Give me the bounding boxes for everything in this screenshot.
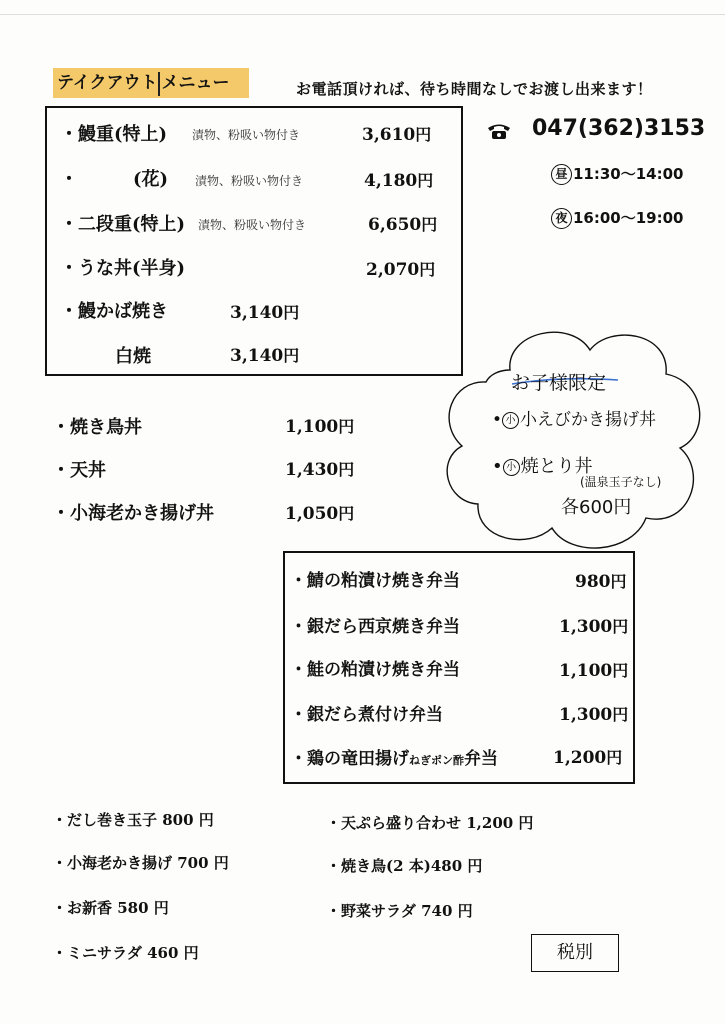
menu-title-right: メニュー bbox=[161, 73, 230, 93]
kids-size-mark: 小 bbox=[503, 459, 520, 476]
menu-title-left: テイクアウト bbox=[57, 73, 158, 93]
bento-item-small: ねぎポン酢 bbox=[409, 754, 464, 767]
unagi-item-name: ・二段重(特上) bbox=[60, 214, 186, 235]
unagi-item-name: ・ bbox=[60, 169, 78, 190]
scan-edge bbox=[0, 14, 725, 15]
bento-item-name: ・鯖の粕漬け焼き弁当 bbox=[290, 571, 460, 591]
kids-item-bullet: • bbox=[492, 410, 503, 430]
bento-item-price: 1,100円 bbox=[559, 661, 629, 681]
donburi-item-name: ・焼き鳥丼 bbox=[52, 417, 142, 438]
phone-line bbox=[486, 116, 705, 141]
cloud-outline bbox=[440, 322, 710, 554]
side-item: ・野菜サラダ 740 円 bbox=[326, 902, 473, 920]
side-item: ・お新香 580 円 bbox=[52, 899, 169, 917]
donburi-item-price: 1,050円 bbox=[285, 504, 355, 524]
kids-item-note: (温泉玉子なし) bbox=[580, 475, 662, 489]
telephone-icon bbox=[486, 121, 512, 137]
unagi-item-price: 2,070円 bbox=[366, 260, 436, 280]
lunch-mark: 昼 bbox=[551, 164, 572, 185]
unagi-item-price: 6,650円 bbox=[368, 215, 438, 235]
phone-number: 047(362)3153 bbox=[532, 116, 706, 141]
side-item: ・小海老かき揚げ 700 円 bbox=[52, 854, 229, 872]
kids-item bbox=[492, 452, 593, 478]
kids-item bbox=[492, 405, 656, 430]
dinner-hours: 16:00〜19:00 bbox=[573, 209, 684, 227]
tax-note: 税別 bbox=[531, 934, 619, 972]
bento-item-price: 1,300円 bbox=[559, 705, 629, 725]
unagi-item-note: 漬物、粉吸い物付き bbox=[198, 218, 307, 232]
lunch-hours-row bbox=[551, 163, 684, 185]
side-item: ・ミニサラダ 460 円 bbox=[52, 944, 199, 962]
order-notice: お電話頂ければ、待ち時間なしでお渡し出来ます！ bbox=[296, 80, 653, 98]
unagi-menu-box bbox=[45, 106, 463, 376]
kids-price: 各600円 bbox=[561, 497, 632, 518]
donburi-item-price: 1,100円 bbox=[285, 417, 355, 437]
unagi-item-name: ・鰻かば焼き bbox=[60, 301, 168, 322]
dinner-hours-row bbox=[551, 207, 684, 229]
donburi-item-name: ・小海老かき揚げ丼 bbox=[52, 503, 214, 524]
unagi-item-price: 4,180円 bbox=[364, 171, 434, 191]
menu-title bbox=[53, 68, 249, 98]
donburi-item-name: ・天丼 bbox=[52, 460, 106, 481]
unagi-item-note: 漬物、粉吸い物付き bbox=[195, 174, 304, 188]
bento-item-name: ・銀だら西京焼き弁当 bbox=[290, 617, 460, 637]
kids-item-bullet: • bbox=[492, 456, 503, 477]
kids-size-mark: 小 bbox=[502, 412, 519, 429]
bento-item-name: ・鮭の粕漬け焼き弁当 bbox=[290, 660, 460, 680]
bento-item-name: ・鶏の竜田揚げねぎポン酢弁当 bbox=[290, 749, 498, 769]
lunch-hours: 11:30〜14:00 bbox=[573, 165, 684, 183]
bento-item-price: 1,300円 bbox=[559, 617, 629, 637]
side-item: ・焼き鳥(2 本)480 円 bbox=[326, 857, 483, 875]
unagi-item-name: ・うな丼(半身) bbox=[60, 258, 186, 279]
unagi-item-price: 3,140円 bbox=[230, 303, 300, 323]
side-item: ・天ぷら盛り合わせ 1,200 円 bbox=[326, 814, 534, 832]
unagi-item-note: 漬物、粉吸い物付き bbox=[192, 128, 301, 142]
unagi-item-price: 3,140円 bbox=[230, 346, 300, 366]
cloud-title: お子様限定 bbox=[511, 372, 607, 394]
kids-item-name: 焼とり丼 bbox=[520, 456, 593, 477]
donburi-item-price: 1,430円 bbox=[285, 460, 355, 480]
bento-item-name: ・銀だら煮付け弁当 bbox=[290, 705, 443, 725]
bento-item-price: 980円 bbox=[575, 572, 627, 592]
unagi-item-price: 3,610円 bbox=[362, 125, 432, 145]
unagi-item-name: 白焼 bbox=[115, 346, 151, 367]
side-item: ・だし巻き玉子 800 円 bbox=[52, 811, 214, 829]
unagi-item-sub: (花) bbox=[133, 169, 169, 190]
unagi-item-name: ・鰻重(特上) bbox=[60, 124, 168, 145]
bento-item-price: 1,200円 bbox=[553, 748, 623, 768]
dinner-mark: 夜 bbox=[551, 208, 572, 229]
kids-item-name: 小えびかき揚げ丼 bbox=[520, 410, 657, 430]
